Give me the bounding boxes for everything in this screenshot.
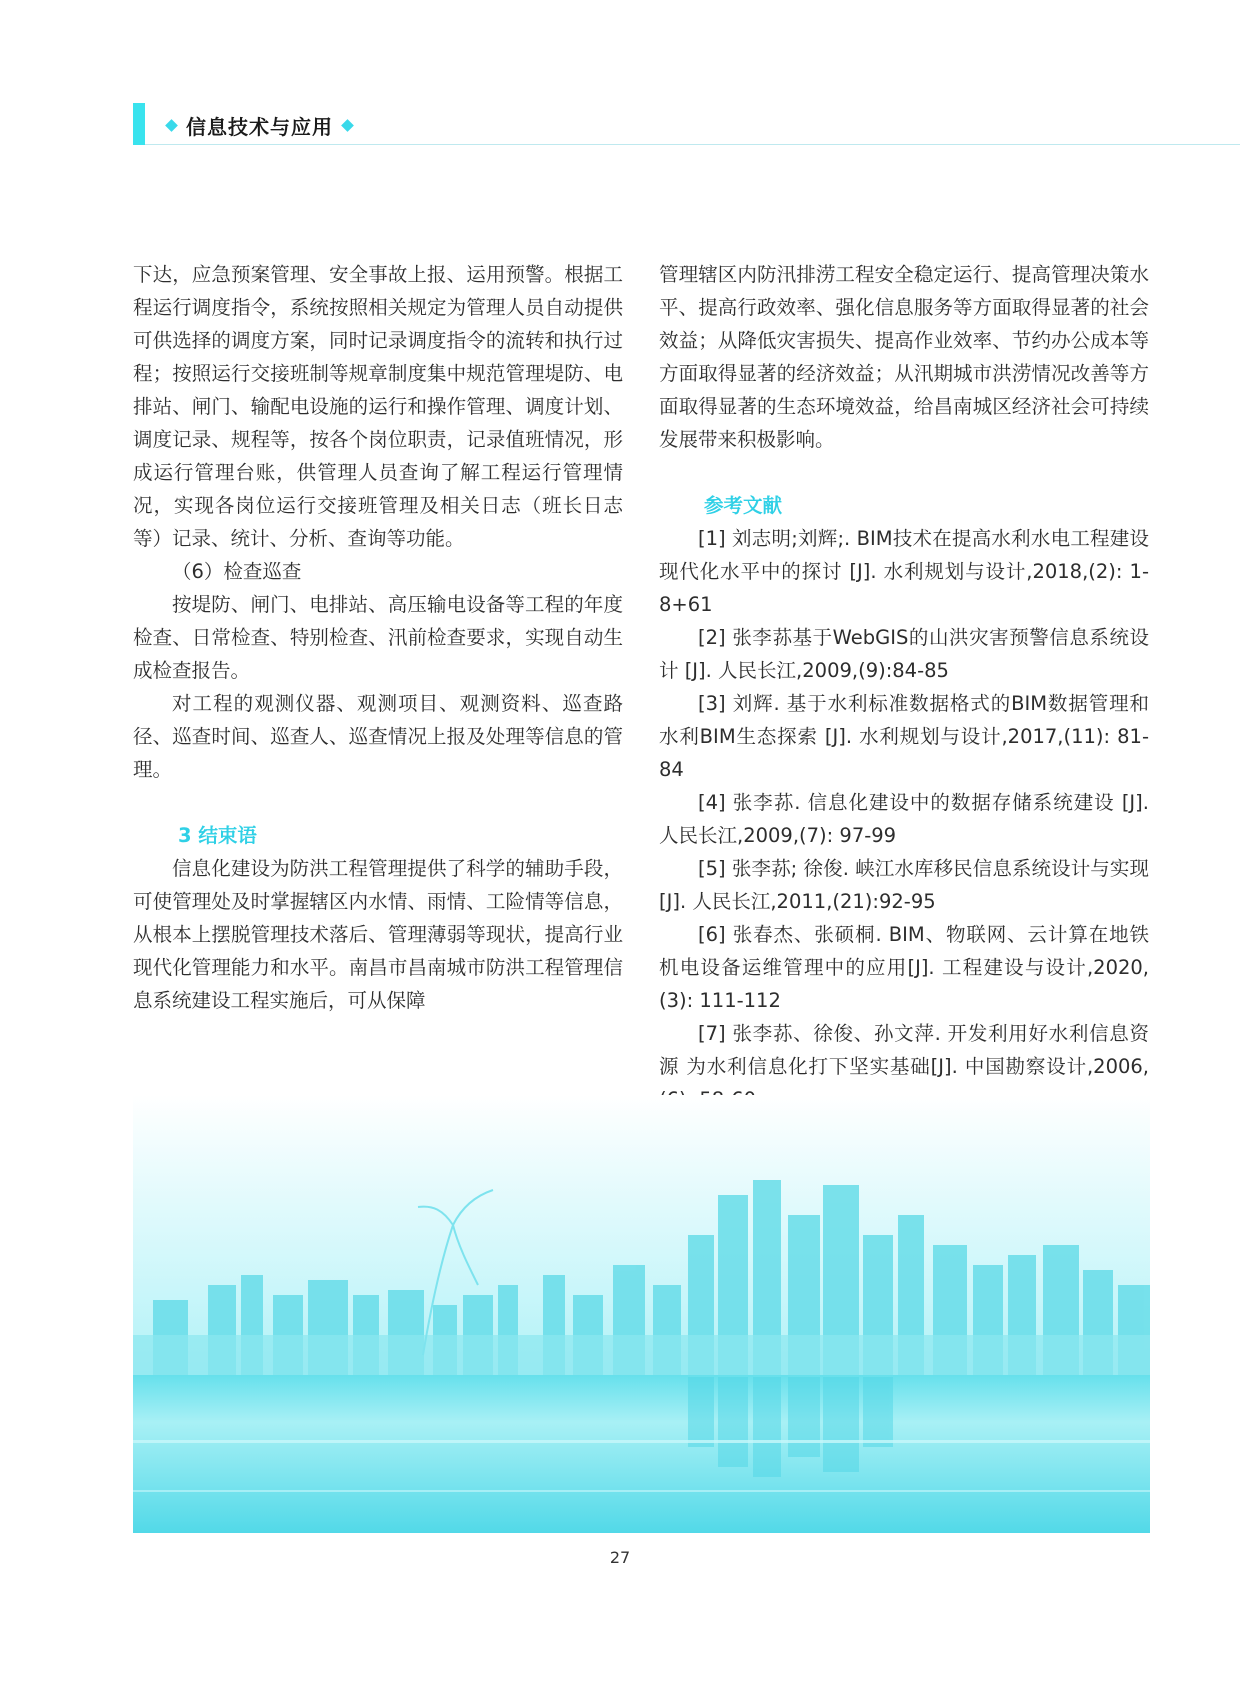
header-rule (145, 144, 1240, 145)
reference-item: [6] 张春杰、张硕桐. BIM、物联网、云计算在地铁机电设备运维管理中的应用[J]. 工程建设与设计,2020,(3): 111-112 (659, 923, 1149, 1012)
diamond-icon (341, 119, 354, 132)
reference-item: [7] 张李荪、徐俊、孙文萍. 开发利用好水利信息资源 为水利信息化打下坚实基础[J]. 中国勘察设计,2006, (659, 1022, 1149, 1078)
paragraph: 管理辖区内防汛排涝工程安全稳定运行、提高管理决策水平、提高行政效率、强化信息服务等方面取得显著的社会效益；从降低灾害损失、提高作业效率、节约办公成本等方面取得显著的经济效益；从汛期城市洪涝情况改善等方面取得显著的生态环境效益，给昌南城区经济社会可持续发展带来积极影响。 (659, 263, 1149, 451)
reference-item: [4] 张李荪. 信息化建设中的数据存储系统建设 [J]. 人民长江,2009,(7): 97-99 (659, 791, 1149, 847)
city-skyline-image (133, 1095, 1150, 1533)
reference-item: [5] 张李荪; 徐俊. 峡江水库移民信息系统设计与实现 [J]. 人民长江,2011,(21):92-95 (659, 857, 1149, 913)
reference-item: [3] 刘辉. 基于水利标准数据格式的BIM数据管理和水利BIM生态探索 [J]. 水利规划与设计,2017,(11): 81-84 (659, 692, 1149, 781)
paragraph: 下达，应急预案管理、安全事故上报、运用预警。根据工程运行调度指令，系统按照相关规定为管理人员自动提供可供选择的调度方案，同时记录调度指令的流转和执行过程；按照运行交接班制等规章制度集中规范管理堤防、电排站、闸门、输配电设施的运行和操作管理、调度计划、调度记录、规程等，按各个岗位职责，记录值班情况，形成运行管理台账，供管理人员查询了解工程运行管理情况，实现各岗位运行交接班管理及相关日志（班长日志等）记录、统计、分析、查询等功能。 (133, 263, 623, 550)
left-column (133, 258, 623, 1017)
header-accent-bar (133, 103, 145, 145)
paragraph: 按堤防、闸门、电排站、高压输电设备等工程的年度检查、日常检查、特别检查、汛前检查要求，实现自动生成检查报告。 (133, 593, 623, 682)
reference-item: [2] 张李荪基于WebGIS的山洪灾害预警信息系统设计 [J]. 人民长江,2009,(9):84-85 (659, 626, 1149, 682)
diamond-icon (165, 119, 178, 132)
header-title: 信息技术与应用 (186, 114, 333, 139)
reference-item: [1] 刘志明;刘辉;. BIM技术在提高水利水电工程建设现代化水平中的探讨 [J]. 水利规划与设计,2018,(2): 1-8+61 (659, 527, 1149, 616)
paragraph: 对工程的观测仪器、观测项目、观测资料、巡查路径、巡查时间、巡查人、巡查情况上报及处理等信息的管理。 (133, 692, 623, 781)
running-header (157, 110, 362, 140)
subheading: （6）检查巡查 (172, 560, 302, 583)
section-title: 3 结束语 (178, 824, 257, 847)
references-title: 参考文献 (704, 494, 783, 517)
page-number: 27 (609, 1548, 631, 1567)
right-column (659, 258, 1149, 1116)
paragraph: 信息化建设为防洪工程管理提供了科学的辅助手段，可使管理处及时掌握辖区内水情、雨情、工险情等信息，从根本上摆脱管理技术落后、管理薄弱等现状，提高行业现代化管理能力和水平。南昌市昌南城市防洪工程管理信息系统建设工程实施后，可从保障 (133, 857, 623, 1012)
